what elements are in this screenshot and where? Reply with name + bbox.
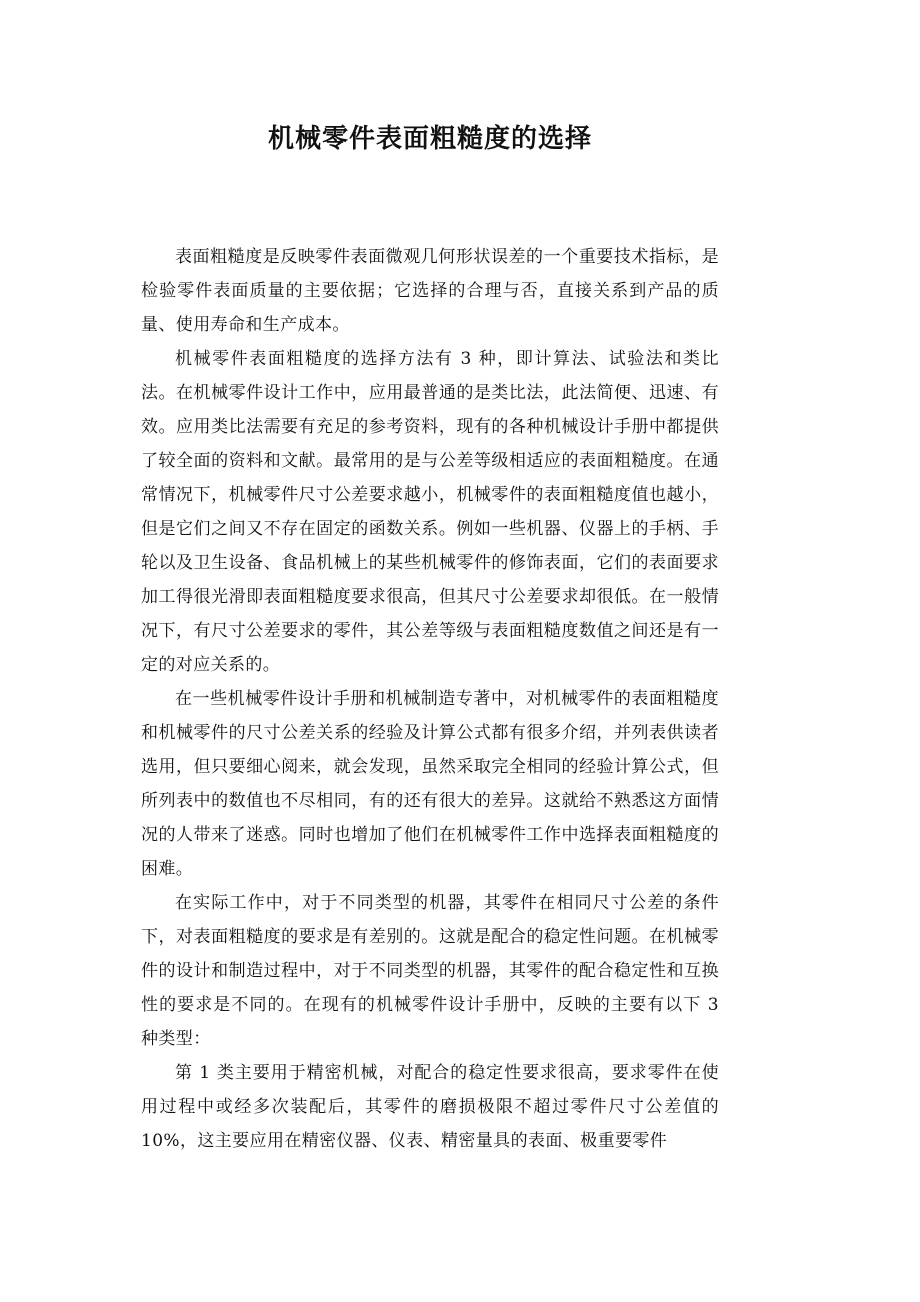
paragraph: 第 1 类主要用于精密机械，对配合的稳定性要求很高，要求零件在使用过程中或经多次装配后，其零件的磨损极限不超过零件尺寸公差值的 10%，这主要应用在精密仪器、仪表、精密量具的表面、极重要零件 — [141, 1063, 719, 1151]
document-body — [141, 240, 719, 1158]
paragraph: 在一些机械零件设计手册和机械制造专著中，对机械零件的表面粗糙度和机械零件的尺寸公差关系的经验及计算公式都有很多介绍，并列表供读者选用，但只要细心阅来，就会发现，虽然采取完全相同的经验计算公式，但所列表中的数值也不尽相同，有的还有很大的差异。这就给不熟悉这方面情况的人带来了迷惑。同时也增加了他们在机械零件工作中选择表面粗糙度的困难。 — [141, 689, 719, 879]
document-title: 机械零件表面粗糙度的选择 — [267, 124, 592, 154]
paragraph: 机械零件表面粗糙度的选择方法有 3 种，即计算法、试验法和类比法。在机械零件设计工作中，应用最普通的是类比法，此法简便、迅速、有效。应用类比法需要有充足的参考资料，现有的各种机械设计手册中都提供了较全面的资料和文献。最常用的是与公差等级相适应的表面粗糙度。在通常情况下，机械零件尺寸公差要求越小，机械零件的表面粗糙度值也越小，但是它们之间又不存在固定的函数关系。例如一些机器、仪器上的手柄、手轮以及卫生设备、食品机械上的某些机械零件的修饰表面，它们的表面要求加工得很光滑即表面粗糙度要求很高，但其尺寸公差要求却很低。在一般情况下，有尺寸公差要求的零件，其公差等级与表面粗糙度数值之间还是有一定的对应关系的。 — [141, 349, 719, 675]
paragraph: 在实际工作中，对于不同类型的机器，其零件在相同尺寸公差的条件下，对表面粗糙度的要求是有差别的。这就是配合的稳定性问题。在机械零件的设计和制造过程中，对于不同类型的机器，其零件的配合稳定性和互换性的要求是不同的。在现有的机械零件设计手册中，反映的主要有以下 3 种类型： — [141, 893, 719, 1049]
paragraph: 表面粗糙度是反映零件表面微观几何形状误差的一个重要技术指标，是检验零件表面质量的主要依据；它选择的合理与否，直接关系到产品的质量、使用寿命和生产成本。 — [141, 247, 719, 335]
